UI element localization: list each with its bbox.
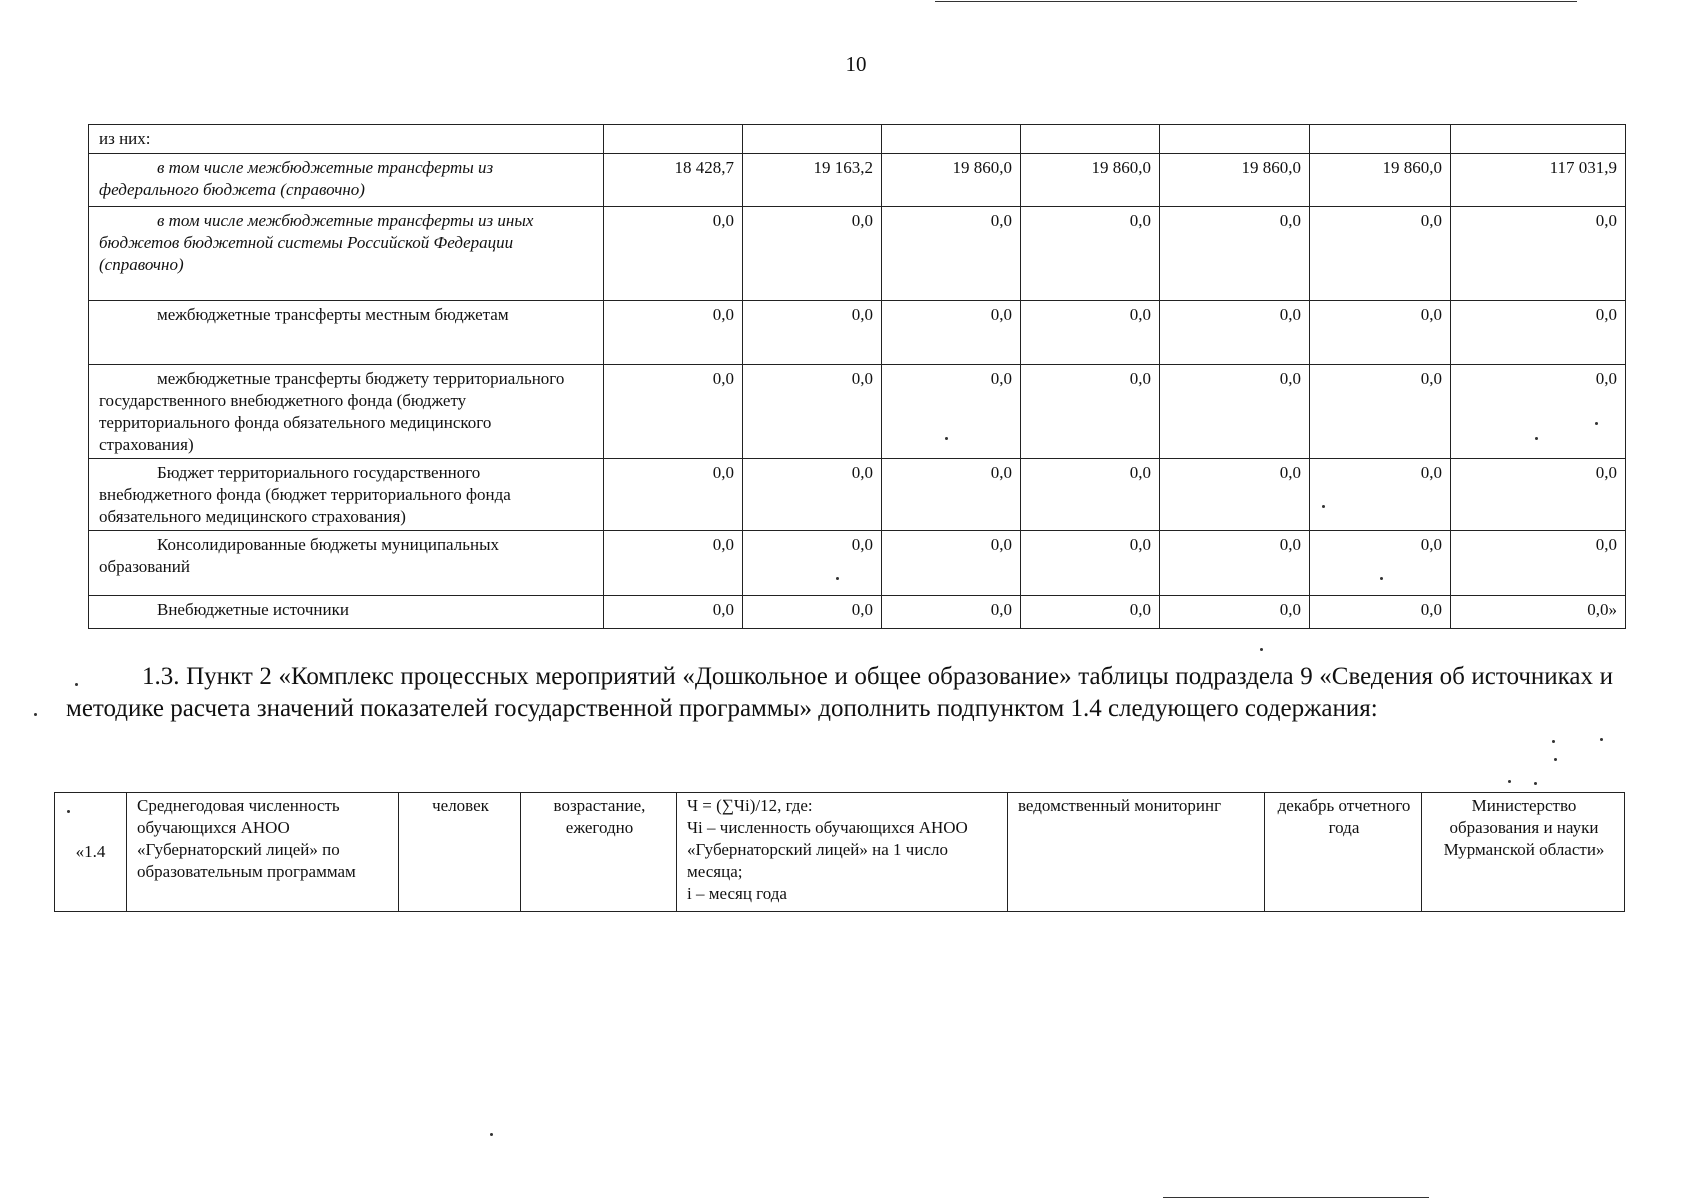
budget-value-cell: 0,0	[743, 596, 882, 629]
indicator-period: декабрь отчетного года	[1265, 793, 1422, 912]
budget-value-cell: 0,0	[1021, 531, 1160, 596]
budget-value-cell	[604, 125, 743, 154]
budget-value-cell: 0,0	[743, 365, 882, 459]
budget-value-cell: 0,0	[743, 207, 882, 301]
budget-row-label	[89, 154, 604, 207]
budget-row-label-text: Бюджет территориального государственного внебюджетного фонда (бюджет территориального фонда обязательного медицинского страхования)	[99, 463, 511, 526]
budget-row	[89, 365, 1626, 459]
budget-value-cell: 19 163,2	[743, 154, 882, 207]
budget-value-cell: 0,0	[1310, 365, 1451, 459]
budget-value-cell: 19 860,0	[1160, 154, 1310, 207]
budget-value-cell: 0,0	[1160, 531, 1310, 596]
budget-value-cell: 0,0	[1451, 459, 1626, 531]
amendment-paragraph-text: 1.3. Пункт 2 «Комплекс процессных мероприятий «Дошкольное и общее образование» таблицы подраздела 9 «Сведения об источниках и методике расчета значений показателей государственной программы» дополнить подпунктом 1.4 следующего содержания:	[66, 663, 1613, 722]
budget-value-cell: 0,0	[1160, 459, 1310, 531]
budget-row-label-text: Консолидированные бюджеты муниципальных образований	[99, 535, 500, 576]
budget-value-cell: 0,0	[1310, 596, 1451, 629]
budget-value-cell: 0,0	[882, 531, 1021, 596]
budget-row	[89, 301, 1626, 365]
budget-value-cell: 0,0	[1021, 596, 1160, 629]
scan-speck	[1508, 780, 1511, 783]
budget-value-cell: 0,0	[1160, 596, 1310, 629]
scan-speck	[836, 577, 839, 580]
budget-value-cell	[1021, 125, 1160, 154]
budget-value-cell: 0,0	[1160, 301, 1310, 365]
budget-value-cell: 0,0	[882, 459, 1021, 531]
budget-row	[89, 154, 1626, 207]
budget-row	[89, 125, 1626, 154]
budget-row	[89, 531, 1626, 596]
budget-row-label	[89, 365, 604, 459]
indicator-responsible: Министерство образования и науки Мурманской области»	[1422, 793, 1625, 912]
budget-row-label	[89, 207, 604, 301]
scan-speck	[1595, 422, 1598, 425]
budget-row	[89, 207, 1626, 301]
budget-row-label-text: Внебюджетные источники	[157, 600, 349, 619]
indicator-name: Среднегодовая численность обучающихся АНОО «Губернаторский лицей» по образовательным программам	[127, 793, 399, 912]
budget-value-cell: 19 860,0	[1021, 154, 1160, 207]
budget-value-cell: 0,0	[1021, 459, 1160, 531]
scan-speck	[1552, 740, 1555, 743]
scan-speck	[1535, 437, 1538, 440]
budget-value-cell: 0,0	[882, 301, 1021, 365]
budget-value-cell: 0,0	[1310, 207, 1451, 301]
scan-speck	[1600, 738, 1603, 741]
budget-value-cell: 0,0	[1021, 301, 1160, 365]
budget-value-cell: 0,0	[882, 207, 1021, 301]
indicator-formula	[677, 793, 1008, 912]
budget-row	[89, 596, 1626, 629]
budget-value-cell: 117 031,9	[1451, 154, 1626, 207]
scan-speck	[1322, 505, 1325, 508]
budget-value-cell: 0,0	[882, 365, 1021, 459]
scan-speck	[75, 683, 78, 686]
budget-value-cell: 0,0	[604, 207, 743, 301]
budget-value-cell	[1451, 125, 1626, 154]
budget-value-cell: 19 860,0	[1310, 154, 1451, 207]
formula-line-2: Чi – численность обучающихся АНОО «Губернаторский лицей» на 1 число месяца;	[687, 818, 968, 881]
budget-value-cell: 0,0	[882, 596, 1021, 629]
budget-row-label-text: из них:	[99, 129, 151, 148]
budget-value-cell: 0,0	[604, 596, 743, 629]
budget-table	[88, 124, 1626, 629]
budget-value-cell: 0,0	[1310, 301, 1451, 365]
budget-value-cell: 0,0	[1451, 365, 1626, 459]
budget-value-cell: 18 428,7	[604, 154, 743, 207]
indicator-unit: человек	[399, 793, 521, 912]
scan-speck	[490, 1133, 493, 1136]
budget-row-label	[89, 301, 604, 365]
scan-speck	[1534, 782, 1537, 785]
budget-value-cell: 0,0	[743, 459, 882, 531]
budget-row-label-text: в том числе межбюджетные трансферты из иных бюджетов бюджетной системы Российской Федерации (справочно)	[99, 211, 534, 274]
budget-row-label	[89, 459, 604, 531]
budget-value-cell: 0,0»	[1451, 596, 1626, 629]
budget-value-cell: 0,0	[1160, 365, 1310, 459]
scan-speck	[34, 713, 37, 716]
scan-speck	[1554, 758, 1557, 761]
budget-value-cell: 0,0	[604, 459, 743, 531]
budget-row-label	[89, 596, 604, 629]
scan-speck	[945, 437, 948, 440]
budget-value-cell: 0,0	[1310, 459, 1451, 531]
budget-value-cell: 0,0	[1451, 301, 1626, 365]
budget-value-cell: 0,0	[1451, 531, 1626, 596]
indicator-dynamics: возрастание, ежегодно	[521, 793, 677, 912]
budget-value-cell: 0,0	[604, 301, 743, 365]
budget-value-cell: 0,0	[604, 365, 743, 459]
budget-value-cell: 0,0	[1451, 207, 1626, 301]
budget-row-label-text: межбюджетные трансферты бюджету территориального государственного внебюджетного фонда (бюджету территориального фонда обязательного медицинского страхования)	[99, 369, 565, 454]
amendment-paragraph	[66, 661, 1613, 725]
budget-row-label	[89, 125, 604, 154]
budget-row-label-text: межбюджетные трансферты местным бюджетам	[157, 305, 509, 324]
budget-row-label-text: в том числе межбюджетные трансферты из федерального бюджета (справочно)	[99, 158, 494, 199]
indicator-row	[55, 793, 1625, 912]
budget-value-cell	[743, 125, 882, 154]
budget-value-cell: 0,0	[1021, 207, 1160, 301]
formula-line-3: i – месяц года	[687, 884, 787, 903]
scan-speck	[67, 810, 70, 813]
budget-value-cell	[1310, 125, 1451, 154]
budget-value-cell: 19 860,0	[882, 154, 1021, 207]
budget-value-cell: 0,0	[1160, 207, 1310, 301]
formula-line-1: Ч = (∑Чi)/12, где:	[687, 796, 813, 815]
page-number: 10	[845, 52, 867, 76]
indicator-number: «1.4	[55, 793, 127, 912]
indicator-source: ведомственный мониторинг	[1008, 793, 1265, 912]
scan-edge-line-bottom	[1163, 1197, 1429, 1198]
scan-speck	[1380, 577, 1383, 580]
budget-value-cell	[1160, 125, 1310, 154]
budget-value-cell: 0,0	[1310, 531, 1451, 596]
budget-row-label	[89, 531, 604, 596]
scan-edge-line-top	[935, 1, 1577, 2]
budget-value-cell: 0,0	[743, 531, 882, 596]
budget-value-cell: 0,0	[1021, 365, 1160, 459]
budget-value-cell	[882, 125, 1021, 154]
scan-speck	[1260, 648, 1263, 651]
budget-value-cell: 0,0	[604, 531, 743, 596]
indicator-table	[54, 792, 1625, 912]
budget-row	[89, 459, 1626, 531]
budget-value-cell: 0,0	[743, 301, 882, 365]
